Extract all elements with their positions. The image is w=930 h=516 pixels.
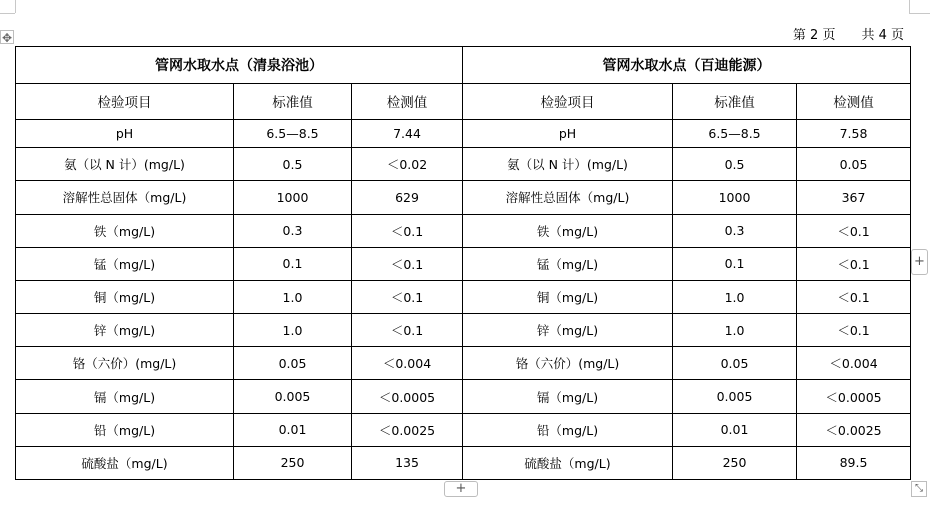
plus-icon: + [455, 481, 467, 496]
table-title-right[interactable]: 管网水取水点（百迪能源） [463, 47, 911, 84]
item-cell[interactable]: 锌（mg/L) [463, 314, 673, 347]
item-cell[interactable]: pH [463, 120, 673, 148]
column-header[interactable]: 标准值 [673, 83, 797, 120]
measured-cell[interactable]: ＜0.1 [797, 280, 911, 313]
table-title-row [16, 47, 911, 84]
item-cell[interactable]: 溶解性总固体（mg/L) [463, 181, 673, 214]
item-cell[interactable]: 氨（以 N 计）(mg/L) [16, 148, 234, 181]
standard-cell[interactable]: 0.1 [673, 247, 797, 280]
table-title-left[interactable]: 管网水取水点（清泉浴池） [16, 47, 463, 84]
measured-cell[interactable]: ＜0.1 [797, 214, 911, 247]
table-row [16, 380, 911, 413]
standard-cell[interactable]: 0.5 [234, 148, 352, 181]
margin-marker [15, 0, 16, 13]
table-move-handle[interactable] [0, 30, 14, 44]
measured-cell[interactable]: ＜0.02 [352, 148, 463, 181]
table-row [16, 247, 911, 280]
measured-cell[interactable]: ＜0.0005 [352, 380, 463, 413]
table-row [16, 347, 911, 380]
item-cell[interactable]: 锰（mg/L) [16, 247, 234, 280]
measured-cell[interactable]: ＜0.1 [352, 314, 463, 347]
table-row [16, 314, 911, 347]
resize-icon: ⤡ [915, 483, 923, 494]
standard-cell[interactable]: 0.005 [234, 380, 352, 413]
measured-cell[interactable]: 7.44 [352, 120, 463, 148]
item-cell[interactable]: 硫酸盐（mg/L) [16, 446, 234, 479]
item-cell[interactable]: 镉（mg/L) [463, 380, 673, 413]
standard-cell[interactable]: 0.005 [673, 380, 797, 413]
item-cell[interactable]: 铁（mg/L) [16, 214, 234, 247]
table-row [16, 413, 911, 446]
standard-cell[interactable]: 0.1 [234, 247, 352, 280]
item-cell[interactable]: 铁（mg/L) [463, 214, 673, 247]
standard-cell[interactable]: 1000 [234, 181, 352, 214]
standard-cell[interactable]: 0.3 [234, 214, 352, 247]
plus-icon: + [914, 254, 925, 269]
table-resize-handle[interactable] [911, 481, 927, 497]
standard-cell[interactable]: 0.01 [234, 413, 352, 446]
column-header-row [16, 83, 911, 120]
standard-cell[interactable]: 1000 [673, 181, 797, 214]
measured-cell[interactable]: ＜0.1 [352, 214, 463, 247]
standard-cell[interactable]: 0.05 [234, 347, 352, 380]
item-cell[interactable]: 铅（mg/L) [16, 413, 234, 446]
item-cell[interactable]: 铬（六价）(mg/L) [463, 347, 673, 380]
standard-cell[interactable]: 250 [234, 446, 352, 479]
measured-cell[interactable]: ＜0.0025 [797, 413, 911, 446]
table-row [16, 280, 911, 313]
item-cell[interactable]: 溶解性总固体（mg/L) [16, 181, 234, 214]
column-header[interactable]: 检测值 [797, 83, 911, 120]
measured-cell[interactable]: 0.05 [797, 148, 911, 181]
table-row [16, 214, 911, 247]
measured-cell[interactable]: 629 [352, 181, 463, 214]
measured-cell[interactable]: ＜0.1 [797, 314, 911, 347]
standard-cell[interactable]: 0.5 [673, 148, 797, 181]
measured-cell[interactable]: ＜0.0005 [797, 380, 911, 413]
margin-marker [909, 0, 910, 13]
move-icon: ✥ [1, 31, 13, 45]
item-cell[interactable]: 铜（mg/L) [16, 280, 234, 313]
standard-cell[interactable]: 1.0 [673, 280, 797, 313]
item-cell[interactable]: 锰（mg/L) [463, 247, 673, 280]
item-cell[interactable]: 铅（mg/L) [463, 413, 673, 446]
item-cell[interactable]: 氨（以 N 计）(mg/L) [463, 148, 673, 181]
margin-marker [0, 13, 15, 14]
column-header[interactable]: 标准值 [234, 83, 352, 120]
item-cell[interactable]: 镉（mg/L) [16, 380, 234, 413]
item-cell[interactable]: 铬（六价）(mg/L) [16, 347, 234, 380]
page-header [793, 24, 904, 43]
table-row [16, 120, 911, 148]
add-column-button[interactable] [911, 249, 928, 275]
standard-cell[interactable]: 6.5—8.5 [673, 120, 797, 148]
item-cell[interactable]: pH [16, 120, 234, 148]
measured-cell[interactable]: 7.58 [797, 120, 911, 148]
table-row [16, 148, 911, 181]
standard-cell[interactable]: 1.0 [234, 280, 352, 313]
standard-cell[interactable]: 6.5—8.5 [234, 120, 352, 148]
item-cell[interactable]: 硫酸盐（mg/L) [463, 446, 673, 479]
measured-cell[interactable]: 89.5 [797, 446, 911, 479]
measured-cell[interactable]: ＜0.0025 [352, 413, 463, 446]
page-total: 共 4 页 [861, 28, 904, 43]
measured-cell[interactable]: ＜0.004 [797, 347, 911, 380]
water-quality-table [15, 46, 911, 480]
standard-cell[interactable]: 1.0 [234, 314, 352, 347]
add-row-button[interactable] [444, 481, 478, 497]
standard-cell[interactable]: 0.05 [673, 347, 797, 380]
measured-cell[interactable]: 135 [352, 446, 463, 479]
column-header[interactable]: 检测值 [352, 83, 463, 120]
measured-cell[interactable]: ＜0.1 [797, 247, 911, 280]
standard-cell[interactable]: 0.01 [673, 413, 797, 446]
column-header[interactable]: 检验项目 [463, 83, 673, 120]
measured-cell[interactable]: ＜0.1 [352, 280, 463, 313]
column-header[interactable]: 检验项目 [16, 83, 234, 120]
standard-cell[interactable]: 0.3 [673, 214, 797, 247]
item-cell[interactable]: 锌（mg/L) [16, 314, 234, 347]
table-row [16, 181, 911, 214]
table-row [16, 446, 911, 479]
measured-cell[interactable]: ＜0.004 [352, 347, 463, 380]
standard-cell[interactable]: 250 [673, 446, 797, 479]
item-cell[interactable]: 铜（mg/L) [463, 280, 673, 313]
standard-cell[interactable]: 1.0 [673, 314, 797, 347]
margin-marker [909, 13, 930, 14]
measured-cell[interactable]: 367 [797, 181, 911, 214]
measured-cell[interactable]: ＜0.1 [352, 247, 463, 280]
page-number: 第 2 页 [792, 28, 836, 43]
